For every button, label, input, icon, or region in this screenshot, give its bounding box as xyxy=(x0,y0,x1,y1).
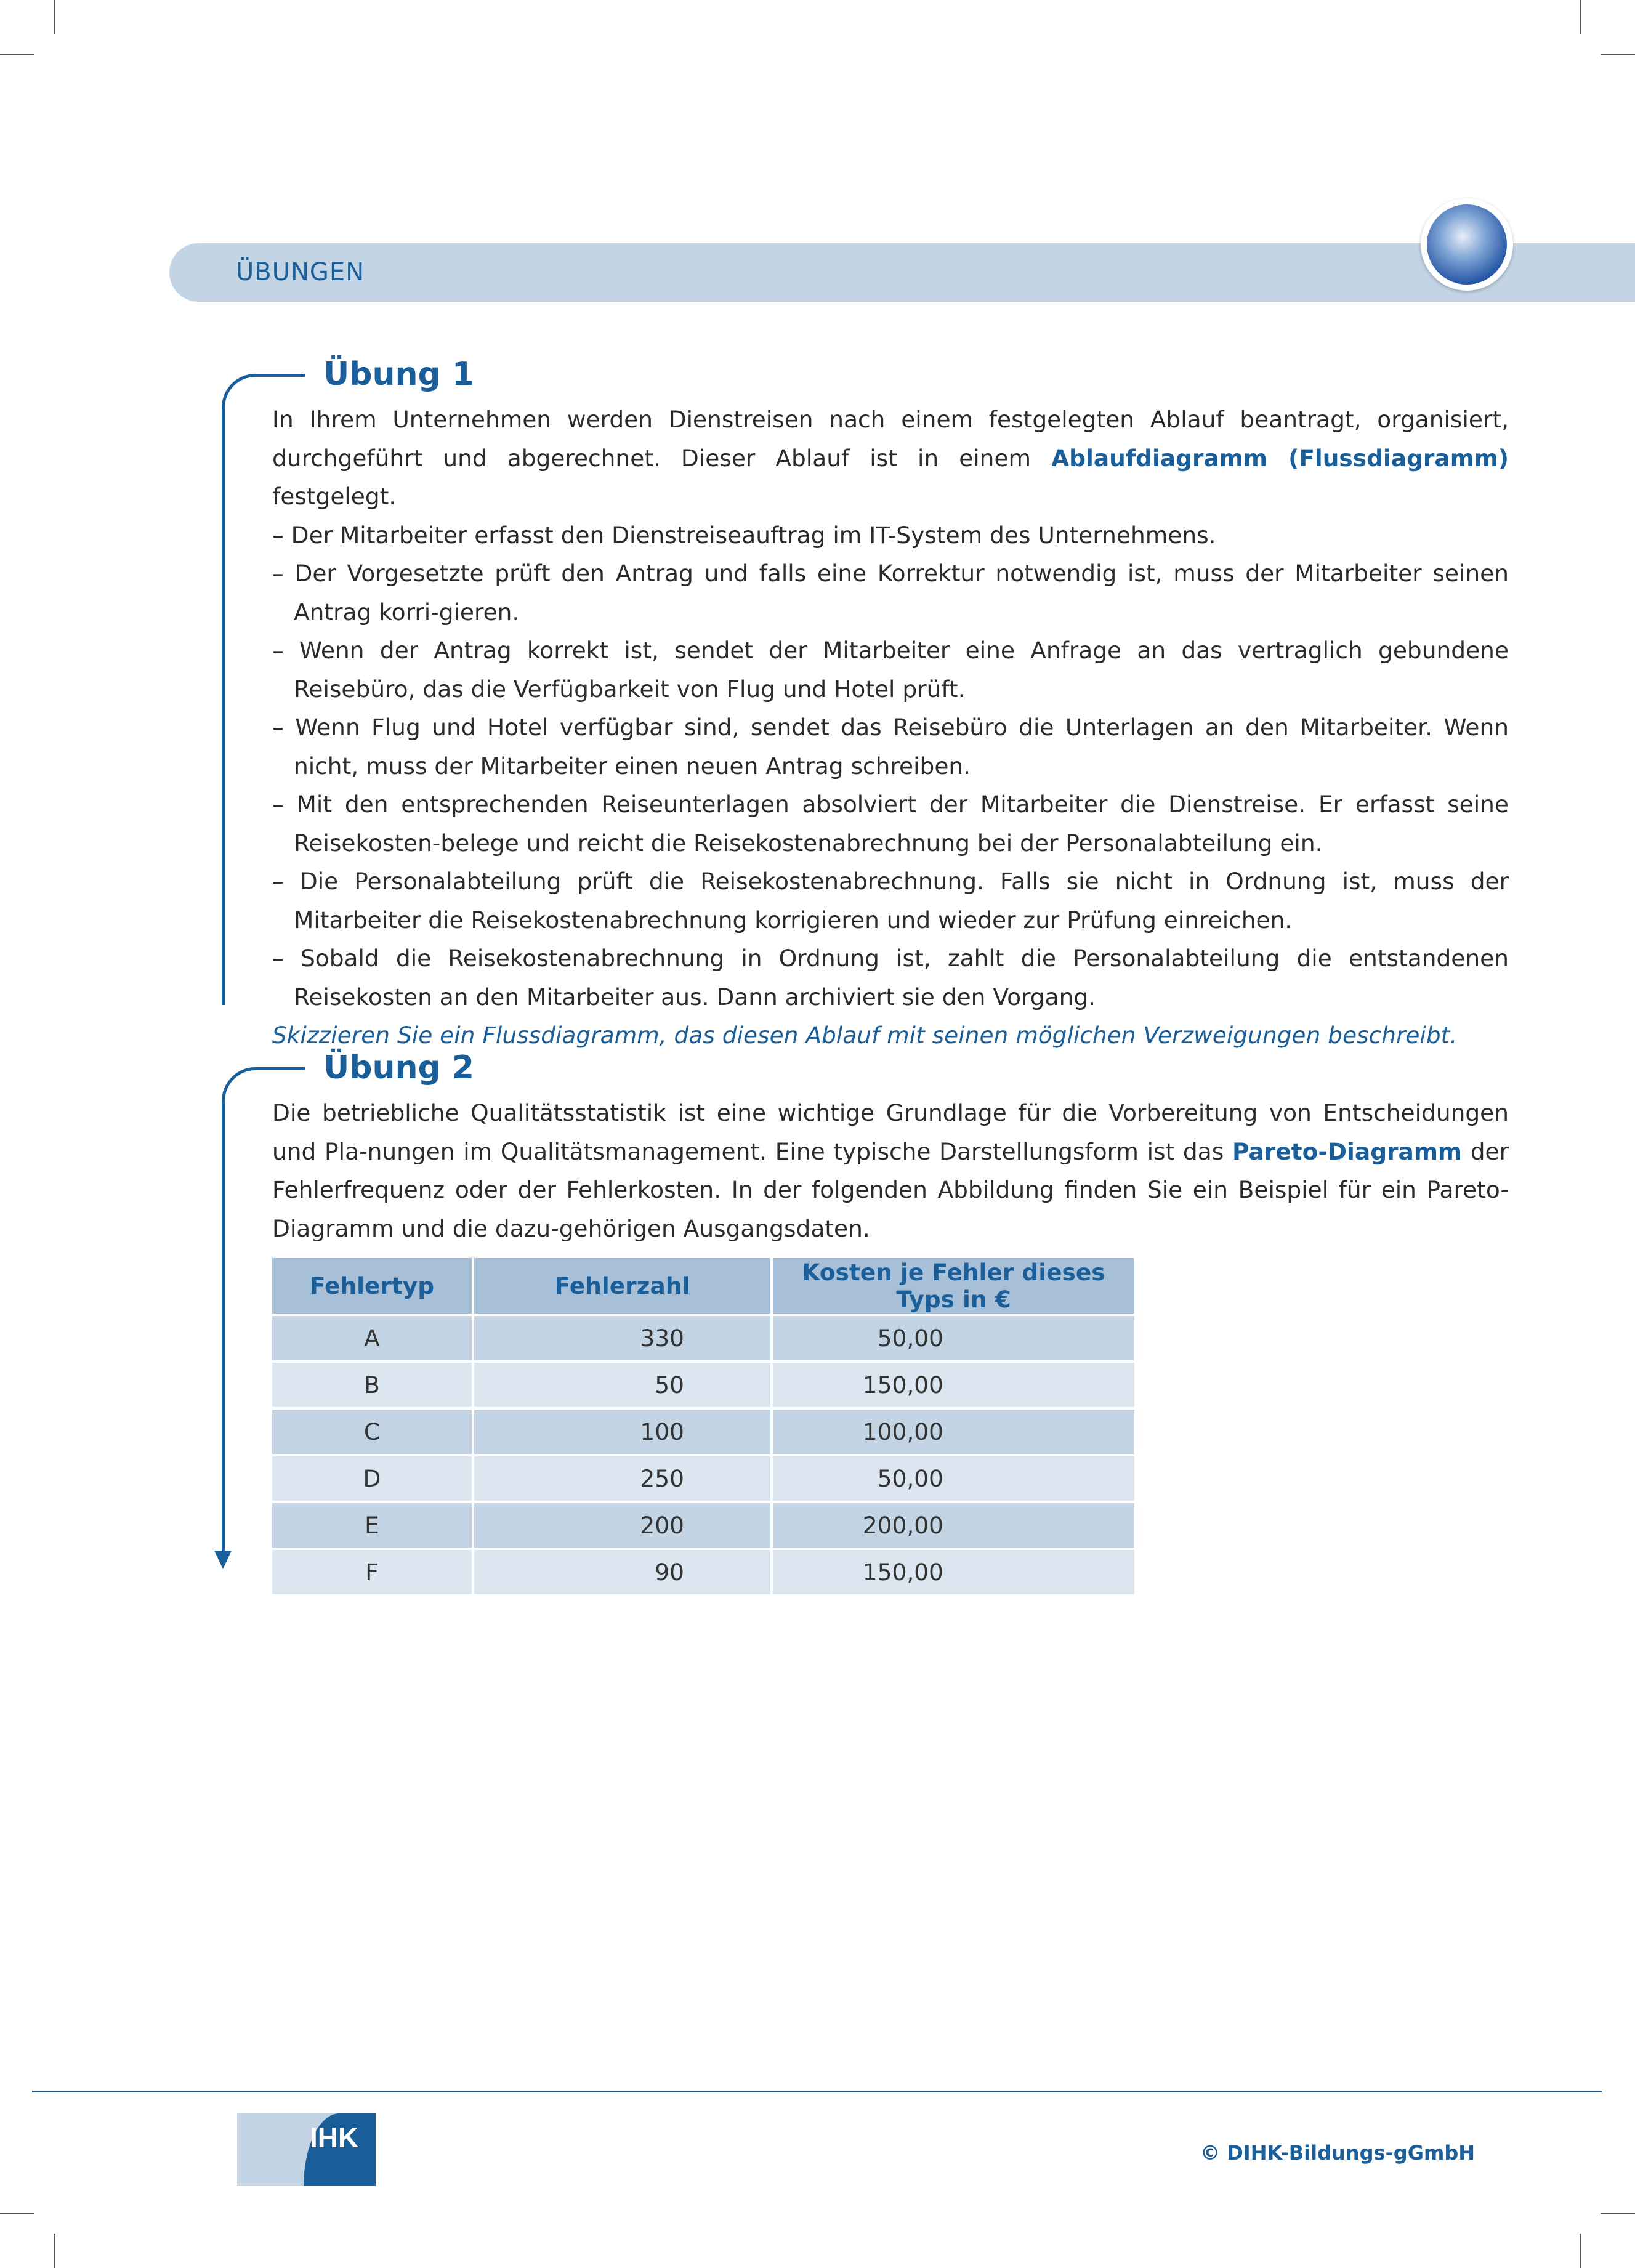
table-cell: 50 xyxy=(473,1362,772,1408)
exercise-2-title: Übung 2 xyxy=(323,1049,474,1086)
table-cell: 330 xyxy=(473,1315,772,1362)
column-header: Fehlertyp xyxy=(272,1258,473,1315)
keyword-pareto: Pareto-Diagramm xyxy=(1232,1137,1462,1165)
exercise-1-intro: In Ihrem Unternehmen werden Dienstreisen nach einem festgelegten Ablauf beantragt, organisiert, durchgeführt und abgerechnet. Dieser Ablauf ist in einem Ablaufdiagramm (Flussdiagramm) festgelegt. xyxy=(272,406,1509,510)
table-cell: 200 xyxy=(473,1502,772,1549)
crop-mark xyxy=(1580,0,1581,34)
table-cell: D xyxy=(272,1455,473,1502)
table-cell: B xyxy=(272,1362,473,1408)
crop-mark xyxy=(1601,2213,1635,2214)
table-cell: 100,00 xyxy=(772,1408,1134,1455)
table-row xyxy=(272,1408,1134,1455)
table-cell: E xyxy=(272,1502,473,1549)
sphere-icon xyxy=(1421,198,1513,291)
table-cell: 100 xyxy=(473,1408,772,1455)
defect-table xyxy=(272,1258,1134,1597)
crop-mark xyxy=(54,2234,55,2268)
table-row xyxy=(272,1455,1134,1502)
exercise-1-body xyxy=(272,400,1509,1055)
list-item: – Mit den entsprechenden Reiseunterlagen absolviert der Mitarbeiter die Dienstreise. Er erfasst seine Reisekosten-belege und reicht die Reisekostenabrechnung bei der Personalabteilung ein. xyxy=(272,791,1509,857)
list-item: – Der Mitarbeiter erfasst den Dienstreiseauftrag im IT-System des Unternehmens. xyxy=(272,521,1216,549)
section-header-bar xyxy=(169,243,1635,302)
column-header: Fehlerzahl xyxy=(473,1258,772,1315)
exercise-1-title: Übung 1 xyxy=(323,356,474,393)
table-cell: 150,00 xyxy=(772,1549,1134,1596)
table-cell: 50,00 xyxy=(772,1455,1134,1502)
list-item: – Wenn Flug und Hotel verfügbar sind, sendet das Reisebüro die Unterlagen an den Mitarbeiter. Wenn nicht, muss der Mitarbeiter einen neuen Antrag schreiben. xyxy=(272,714,1509,780)
list-item: – Wenn der Antrag korrekt ist, sendet der Mitarbeiter eine Anfrage an das vertraglich gebundene Reisebüro, das die Verfügbarkeit von Flug und Hotel prüft. xyxy=(272,637,1509,703)
exercise-1-instruction: Skizzieren Sie ein Flussdiagramm, das diesen Ablauf mit seinen möglichen Verzweigungen beschreibt. xyxy=(272,1022,1458,1049)
table-row xyxy=(272,1315,1134,1362)
table-cell: 50,00 xyxy=(772,1315,1134,1362)
copyright-notice: © DIHK-Bildungs-gGmbH xyxy=(1200,2141,1475,2165)
ihk-logo xyxy=(237,2113,376,2186)
crop-mark xyxy=(54,0,55,34)
table-header-row xyxy=(272,1258,1134,1315)
table-cell: 150,00 xyxy=(772,1362,1134,1408)
table-cell: C xyxy=(272,1408,473,1455)
footer-divider xyxy=(32,2091,1602,2092)
logo-text: IHK xyxy=(310,2121,359,2153)
table-row xyxy=(272,1362,1134,1408)
section-title: ÜBUNGEN xyxy=(236,258,365,286)
arrow-down-icon xyxy=(214,1551,232,1569)
list-item: – Die Personalabteilung prüft die Reisekostenabrechnung. Falls sie nicht in Ordnung ist, muss der Mitarbeiter die Reisekostenabrechnung korrigieren und wieder zur Prüfung einreichen. xyxy=(272,868,1509,934)
crop-mark xyxy=(1580,2234,1581,2268)
table-row xyxy=(272,1549,1134,1596)
table-cell: A xyxy=(272,1315,473,1362)
list-item: – Der Vorgesetzte prüft den Antrag und falls eine Korrektur notwendig ist, muss der Mitarbeiter seinen Antrag korri-gieren. xyxy=(272,560,1509,626)
crop-mark xyxy=(1601,54,1635,55)
crop-mark xyxy=(0,2213,34,2214)
keyword-flowchart: Ablaufdiagramm (Flussdiagramm) xyxy=(1051,444,1509,472)
table-cell: F xyxy=(272,1549,473,1596)
list-item: – Sobald die Reisekostenabrechnung in Ordnung ist, zahlt die Personalabteilung die entstandenen Reisekosten an den Mitarbeiter aus. Dann archiviert sie den Vorgang. xyxy=(272,945,1509,1011)
table-cell: 90 xyxy=(473,1549,772,1596)
table-cell: 200,00 xyxy=(772,1502,1134,1549)
table-cell: 250 xyxy=(473,1455,772,1502)
exercise-2-intro: Die betriebliche Qualitätsstatistik ist eine wichtige Grundlage für die Vorbereitung von Entscheidungen und Pla-nungen im Qualitätsmanagement. Eine typische Darstellungsform ist das Pareto-Diagramm der Fehlerfrequenz oder der Fehlerkosten. In der folgenden Abbildung finden Sie ein Beispiel für ein Pareto-Diagramm und die dazu-gehörigen Ausgangsdaten. xyxy=(272,1099,1509,1242)
column-header: Kosten je Fehler dieses Typs in € xyxy=(772,1258,1134,1315)
exercise-2-body xyxy=(272,1094,1509,1248)
crop-mark xyxy=(0,54,34,55)
table-row xyxy=(272,1502,1134,1549)
